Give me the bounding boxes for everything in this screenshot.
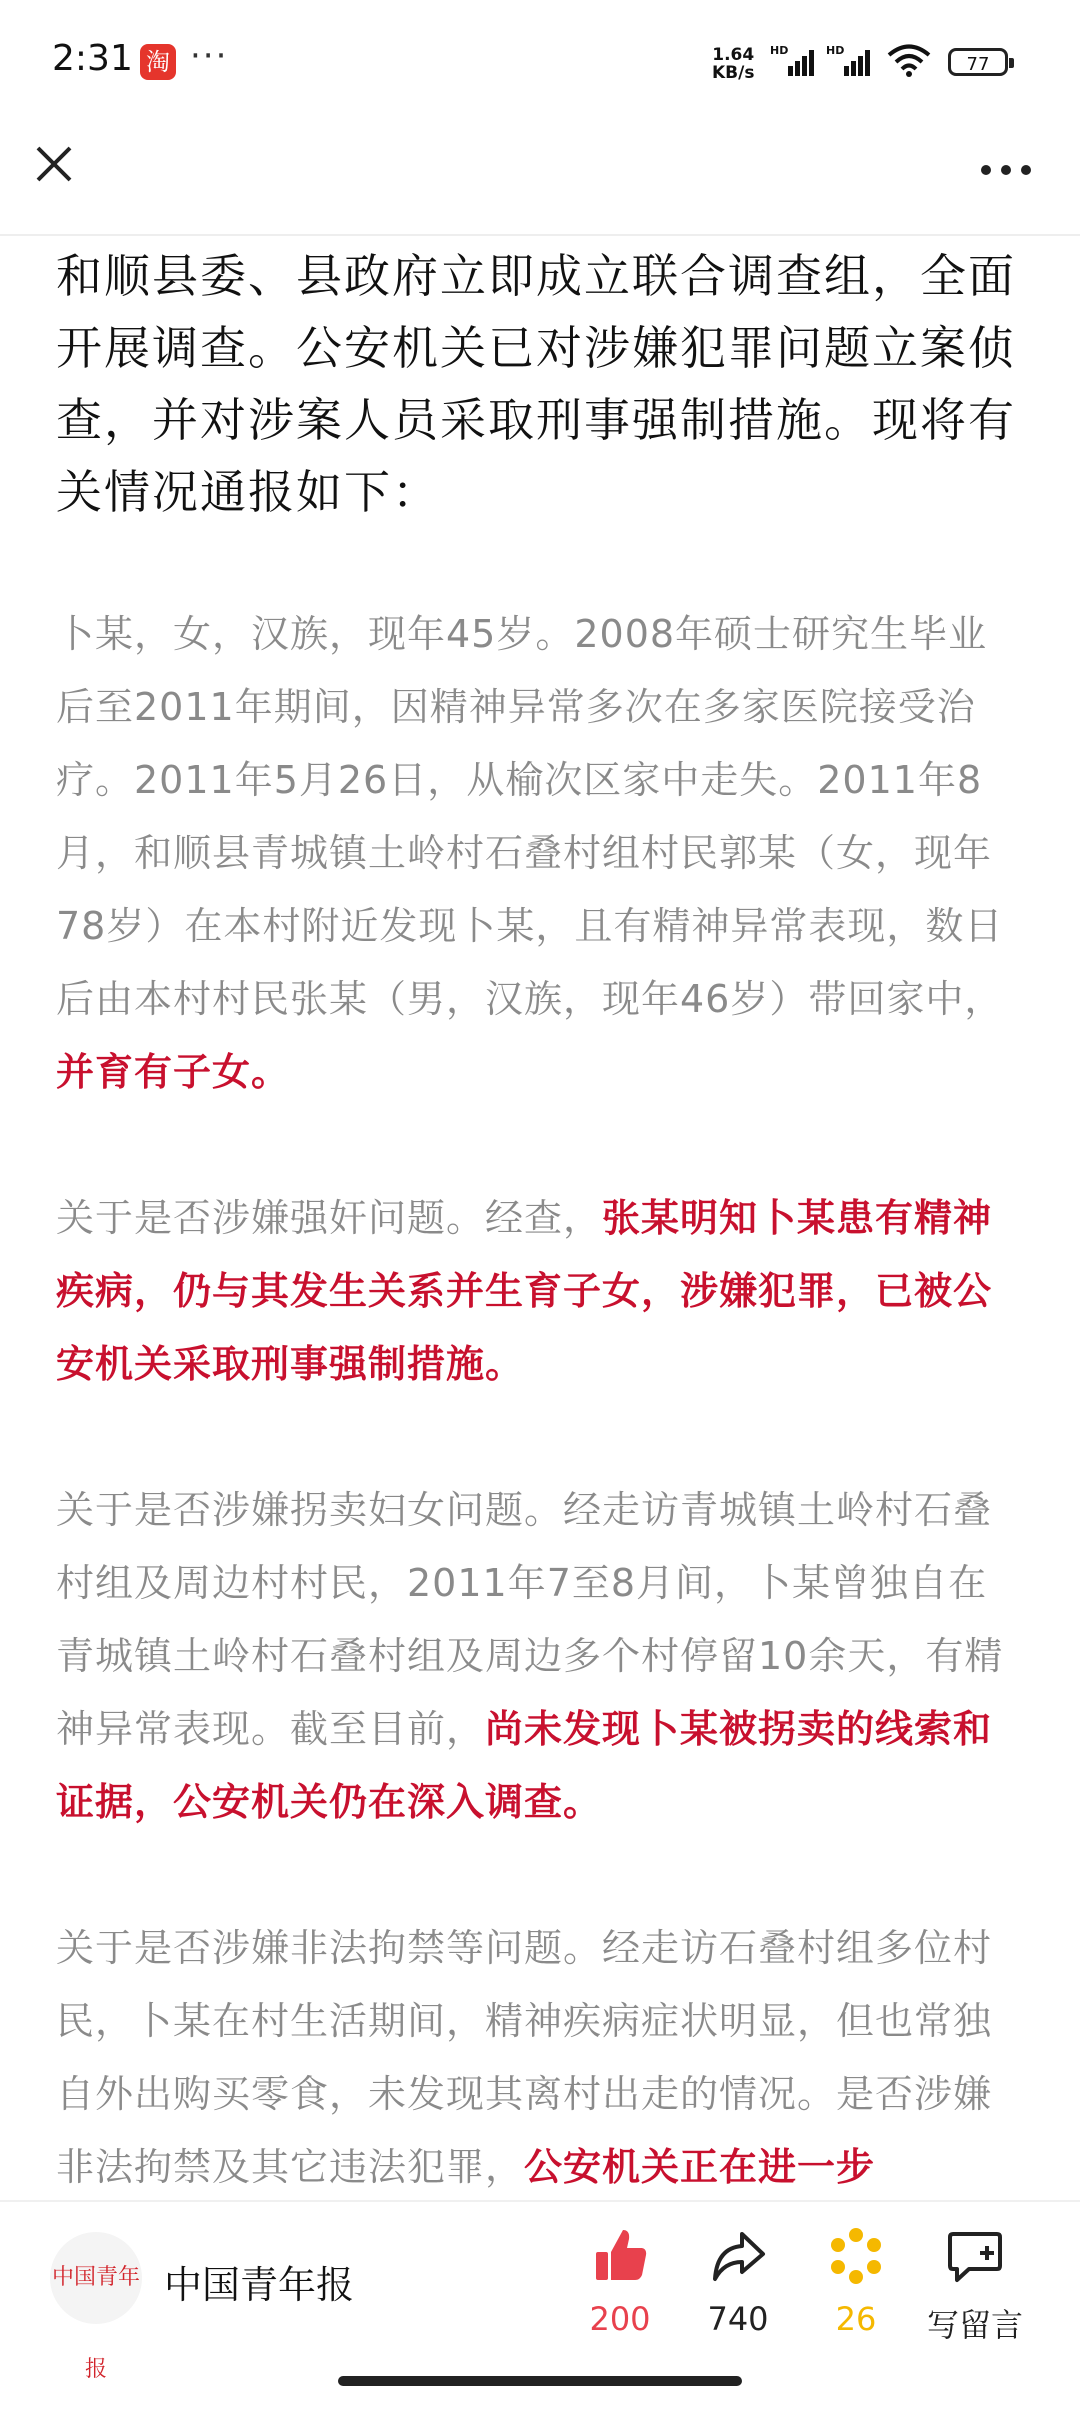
paragraph-2-text: 关于是否涉嫌强奸问题。经查， bbox=[56, 1196, 603, 1240]
network-speed: 1.64 KB/s bbox=[712, 45, 755, 83]
paragraph-3-text: 关于是否涉嫌拐卖妇女问题。经走访青城镇土岭村石叠村组及周边村村民，2011年7至8月间，卜某曾独自在青城镇土岭村石叠村组及周边多个村停留10余天，有精神异常表现。截至目前， bbox=[56, 1488, 1004, 1751]
home-indicator[interactable] bbox=[338, 2376, 742, 2386]
article-body bbox=[56, 240, 1024, 2204]
recommend-button[interactable] bbox=[801, 2226, 911, 2338]
paragraph-4-text: 关于是否涉嫌非法拘禁等问题。经走访石叠村组多位村民，卜某在村生活期间，精神疾病症状明显，但也常独自外出购买零食，未发现其离村出走的情况。是否涉嫌非法拘禁及其它违法犯罪， bbox=[56, 1926, 993, 2189]
write-comment-button[interactable] bbox=[920, 2226, 1030, 2346]
paragraph-3-highlight: 尚未发现卜某被拐卖的线索和证据，公安机关仍在深入调查。 bbox=[56, 1707, 993, 1824]
share-arrow-icon bbox=[708, 2226, 768, 2286]
paragraph-4 bbox=[56, 1912, 1024, 2204]
paragraph-4-highlight: 公安机关正在进一步 bbox=[524, 2145, 876, 2189]
paragraph-3 bbox=[56, 1474, 1024, 1839]
signal-icon bbox=[770, 44, 820, 78]
comment-add-icon bbox=[945, 2226, 1005, 2286]
bottom-action-bar bbox=[0, 2200, 1080, 2372]
status-bar bbox=[0, 0, 1080, 130]
paragraph-1-text: 卜某，女，汉族，现年45岁。2008年硕士研究生毕业后至2011年期间，因精神异常多次在多家医院接受治疗。2011年5月26日，从榆次区家中走失。2011年8月，和顺县青城镇土岭村石叠村组村民郭某（女，现年78岁）在本村附近发现卜某，且有精神异常表现，数日后由本村村民张某（男，汉族，现年46岁）带回家中， bbox=[56, 612, 1004, 1021]
close-icon[interactable] bbox=[30, 140, 78, 188]
more-options-icon[interactable] bbox=[976, 150, 1036, 190]
flower-star-icon bbox=[826, 2226, 886, 2286]
like-count: 200 bbox=[589, 2300, 651, 2338]
svg-text:HD: HD bbox=[826, 44, 845, 57]
paragraph-2-highlight: 张某明知卜某患有精神疾病，仍与其发生关系并生育子女，涉嫌犯罪，已被公安机关采取刑事强制措施。 bbox=[56, 1196, 993, 1386]
thumbs-up-icon bbox=[590, 2226, 650, 2286]
battery-icon: 77 bbox=[948, 48, 1008, 76]
recommend-count: 26 bbox=[835, 2300, 877, 2338]
like-button[interactable] bbox=[565, 2226, 675, 2338]
paragraph-1 bbox=[56, 598, 1024, 1109]
svg-text:HD: HD bbox=[770, 44, 789, 57]
taobao-app-icon: 淘 bbox=[140, 44, 176, 80]
intro-paragraph: 和顺县委、县政府立即成立联合调查组，全面开展调查。公安机关已对涉嫌犯罪问题立案侦查，并对涉案人员采取刑事强制措施。现将有关情况通报如下： bbox=[56, 249, 1016, 519]
status-more-icon: ··· bbox=[190, 36, 229, 76]
status-time: 2:31 bbox=[52, 38, 133, 79]
nav-bar bbox=[0, 130, 1080, 236]
paragraph-1-highlight: 并育有子女。 bbox=[56, 1050, 291, 1094]
wifi-icon bbox=[886, 44, 932, 78]
signal-icon-2 bbox=[826, 44, 876, 78]
publisher-logo[interactable]: 中国青年报 bbox=[50, 2232, 142, 2324]
share-button[interactable] bbox=[683, 2226, 793, 2338]
share-count: 740 bbox=[707, 2300, 769, 2338]
publisher-name[interactable]: 中国青年报 bbox=[164, 2263, 355, 2307]
write-comment-label: 写留言 bbox=[926, 2306, 1023, 2344]
paragraph-2 bbox=[56, 1182, 1024, 1401]
